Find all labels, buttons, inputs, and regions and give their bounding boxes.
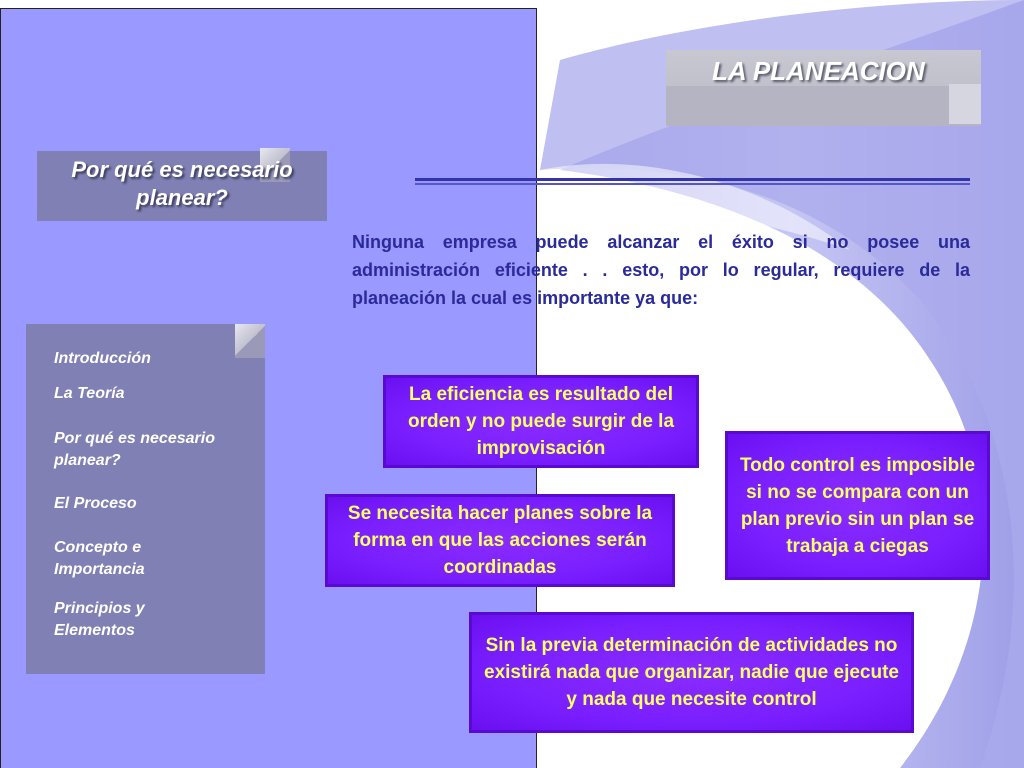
callout-eficiencia	[383, 375, 699, 468]
title-rule-bottom	[415, 183, 970, 185]
callout-control	[725, 431, 990, 580]
callout-coordinacion	[325, 494, 675, 587]
nav-item-principios-elementos[interactable]: Principios y Elementos	[54, 600, 145, 639]
nav-item-la-teoria[interactable]: La Teoría	[54, 385, 125, 402]
page-title: LA PLANEACION	[712, 56, 925, 86]
nav-item-el-proceso[interactable]: El Proceso	[54, 495, 137, 512]
callout-determinacion	[469, 612, 914, 733]
nav-item-por-que-planear[interactable]: Por qué es necesario planear?	[54, 430, 215, 469]
intro-paragraph: Ninguna empresa puede alcanzar el éxito si no posee una administración eficiente . . esto, por lo regular, requiere de la planeación la cual es importante ya que:	[352, 232, 970, 308]
nav-item-concepto-importancia[interactable]: Concepto e Importancia	[54, 539, 145, 578]
nav-item-introduccion[interactable]: Introducción	[54, 350, 151, 367]
section-title: Por qué es necesario planear?	[71, 157, 293, 210]
callout-control-text: Todo control es imposible si no se compara con un plan previo sin un plan se trabaja a ciegas	[739, 454, 976, 557]
callout-determinacion-text: Sin la previa determinación de actividades no existirá nada que organizar, nadie que ejecute y nada que necesite control	[484, 635, 899, 710]
title-notch	[949, 84, 981, 124]
callout-coordinacion-text: Se necesita hacer planes sobre la forma en que las acciones serán coordinadas	[347, 503, 653, 578]
title-shade	[666, 86, 981, 126]
title-rule-top	[415, 178, 970, 181]
callout-eficiencia-text: La eficiencia es resultado del orden y no puede surgir de la improvisación	[407, 384, 675, 459]
